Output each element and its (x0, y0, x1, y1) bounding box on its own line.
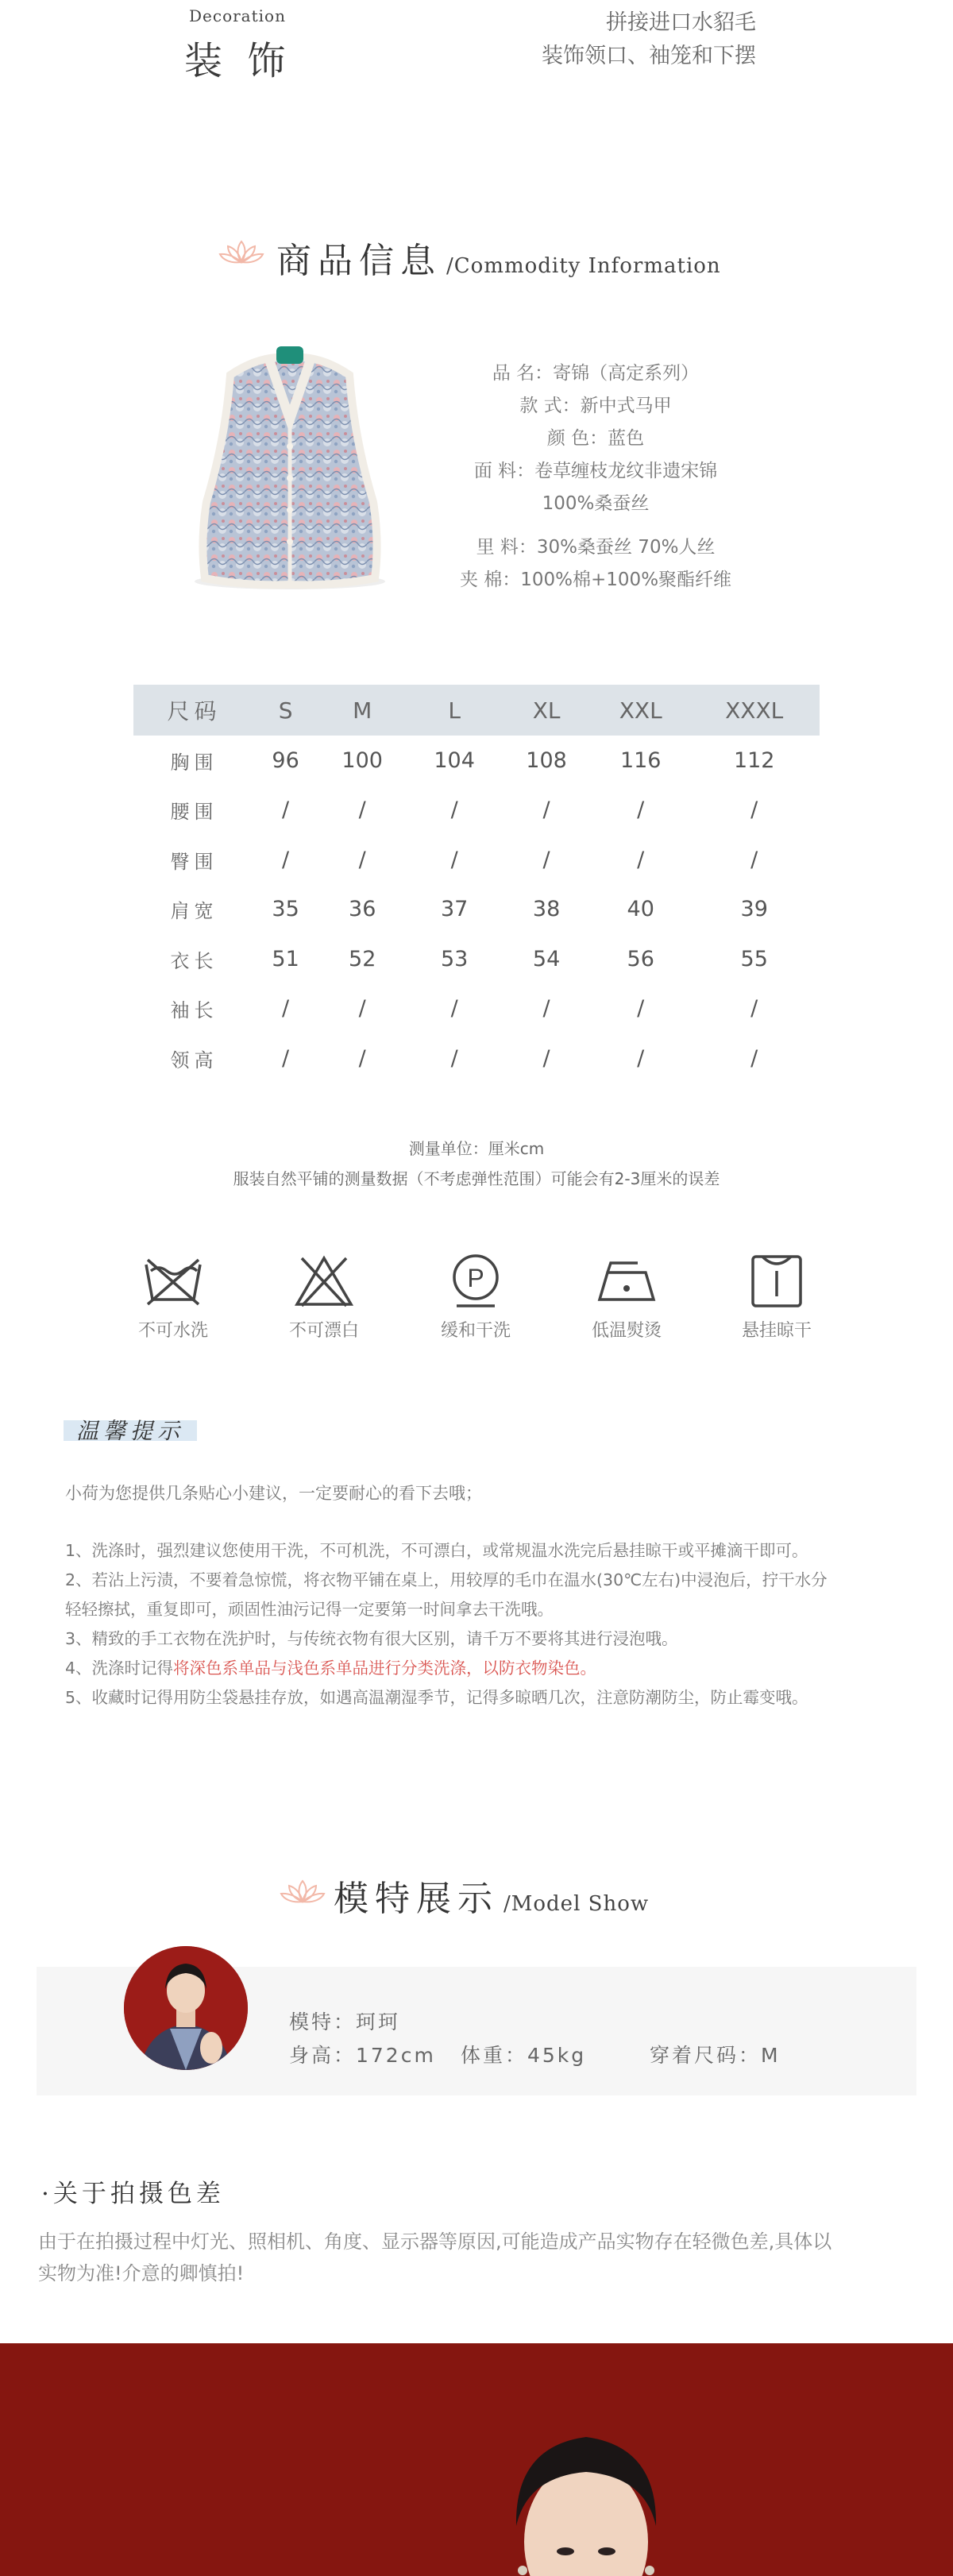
color-note-line-1: 由于在拍摄过程中灯光、照相机、角度、显示器等原因,可能造成产品实物存在轻微色差,具体以 (38, 2230, 832, 2253)
tip-item: 5、收藏时记得用防尘袋悬挂存放，如遇高温潮湿季节，记得多晾晒几次，注意防潮防尘，防止霉变哦。 (65, 1688, 808, 1707)
decoration-label-en: Decoration (189, 6, 286, 25)
table-cell: / (542, 847, 550, 872)
table-cell: 51 (272, 946, 299, 971)
avatar (124, 1946, 248, 2070)
row-label: 胸围 (170, 751, 218, 774)
table-row (133, 786, 820, 836)
model-title-cn: 模特展示 (334, 1879, 499, 1919)
row-label: 袖长 (170, 999, 218, 1022)
color-note-line-2: 实物为准!介意的卿慎拍! (38, 2262, 245, 2284)
model-portrait (124, 1946, 248, 2070)
decoration-description (542, 6, 756, 73)
table-cell: 53 (440, 946, 469, 971)
header-m: M (316, 685, 408, 736)
table-cell: 35 (272, 897, 299, 922)
table-cell: / (637, 847, 645, 872)
care-item (717, 1253, 836, 1342)
table-cell: 116 (619, 747, 662, 773)
table-cell: 56 (627, 946, 654, 971)
model-heading (334, 1870, 649, 1921)
tip-item: 1、洗涤时，强烈建议您使用干洗，不可机洗，不可漂白，或常规温水洗完后悬挂晾干或平摊滴干即可。 (65, 1541, 808, 1560)
table-cell: 36 (349, 897, 376, 922)
table-cell: 39 (740, 897, 768, 922)
decoration-line-2: 装饰领口、袖笼和下摆 (542, 44, 756, 68)
product-info (429, 357, 762, 597)
info-lining: 里 料：30%桑蚕丝 70%人丝 (476, 537, 716, 558)
table-cell: 40 (627, 897, 654, 922)
info-style: 款 式：新中式马甲 (519, 396, 672, 416)
care-item (567, 1253, 686, 1342)
model-banner-photo (0, 2343, 953, 2576)
tip-item-4-highlight: 将深色系单品与浅色系单品进行分类洗涤，以防衣物染色。 (173, 1659, 597, 1678)
table-cell: / (637, 996, 645, 1022)
info-name: 品 名：寄锦（高定系列） (492, 363, 700, 384)
no-wash-icon (141, 1253, 205, 1309)
table-row (133, 835, 820, 885)
table-row (133, 934, 820, 984)
care-item (114, 1253, 233, 1342)
dry-clean-icon (444, 1253, 507, 1309)
care-label: 悬挂晾干 (741, 1321, 812, 1341)
header-s: S (255, 685, 316, 736)
tip-item: 3、精致的手工衣物在洗护时，与传统衣物有很大区别，请千万不要将其进行浸泡哦。 (65, 1629, 678, 1648)
tips-title: 温馨提示 (76, 1418, 185, 1444)
row-label: 领高 (170, 1049, 218, 1072)
header-xxxl: XXXL (689, 685, 820, 736)
table-cell: 38 (532, 897, 561, 922)
commodity-title-en: /Commodity Information (446, 254, 721, 278)
table-cell: / (637, 798, 645, 823)
product-vest-image (175, 343, 405, 597)
hang-dry-icon (745, 1253, 808, 1309)
commodity-title-cn: 商品信息 (276, 241, 442, 281)
row-label: 肩宽 (170, 900, 218, 923)
table-cell: / (450, 1045, 458, 1071)
table-cell: 100 (341, 747, 383, 773)
table-cell: 54 (532, 946, 561, 971)
care-item (416, 1253, 535, 1342)
color-note-title: ·关于拍摄色差 (41, 2180, 225, 2208)
table-cell: 112 (733, 747, 775, 773)
row-label: 腰围 (170, 801, 218, 824)
tip-item-4 (65, 1654, 891, 1683)
table-cell: / (750, 847, 758, 872)
row-label: 臀围 (170, 850, 218, 873)
table-cell: 96 (272, 747, 299, 773)
info-color: 颜 色：蓝色 (546, 428, 645, 449)
header-l: L (408, 685, 500, 736)
table-row (133, 736, 820, 786)
table-cell: / (542, 1045, 550, 1071)
header-xl: XL (500, 685, 592, 736)
decoration-line-1: 拼接进口水貂毛 (606, 10, 756, 35)
svg-text:P: P (467, 1264, 484, 1292)
size-table-header (133, 685, 820, 736)
info-padding: 夹 棉：100%棉+100%聚酯纤维 (459, 570, 732, 590)
model-title-en: /Model Show (504, 1892, 650, 1916)
table-row (133, 885, 820, 935)
lotus-icon (218, 238, 264, 267)
no-bleach-icon (292, 1253, 356, 1309)
table-row (133, 984, 820, 1034)
commodity-heading (276, 232, 721, 283)
care-item (264, 1253, 384, 1342)
tip-item: 2、若沾上污渍，不要着急惊慌，将衣物平铺在桌上，用较厚的毛巾在温水(30℃左右)中浸泡后，拧干水分 (65, 1570, 828, 1589)
table-cell: / (358, 1045, 366, 1071)
table-cell: / (358, 847, 366, 872)
color-note-text (38, 2226, 904, 2289)
table-cell: 37 (440, 897, 469, 922)
table-cell: / (542, 996, 550, 1022)
table-cell: / (450, 996, 458, 1022)
tip-item-4-prefix: 4、洗涤时记得 (65, 1659, 174, 1678)
table-cell: / (282, 996, 290, 1022)
table-cell: / (450, 798, 458, 823)
table-cell: / (282, 1045, 290, 1071)
table-cell: / (750, 798, 758, 823)
table-cell: / (450, 847, 458, 872)
tip-item: 轻轻擦拭，重复即可，顽固性油污记得一定要第一时间拿去干洗哦。 (65, 1600, 554, 1619)
table-cell: / (358, 798, 366, 823)
table-cell: 52 (349, 946, 376, 971)
table-cell: / (282, 798, 290, 823)
size-table (133, 685, 820, 1083)
table-cell: / (542, 798, 550, 823)
table-row (133, 1033, 820, 1083)
tips-list (65, 1536, 891, 1713)
model-banner (0, 2343, 953, 2576)
model-height: 身高：172cm (289, 2044, 436, 2067)
low-iron-icon (595, 1253, 658, 1309)
care-label: 低温熨烫 (591, 1321, 662, 1341)
care-label: 不可漂白 (288, 1321, 359, 1341)
table-cell: / (750, 996, 758, 1022)
measure-error-note: 服装自然平铺的测量数据（不考虑弹性范围）可能会有2-3厘米的误差 (233, 1169, 720, 1188)
table-cell: / (637, 1045, 645, 1071)
table-cell: / (282, 847, 290, 872)
care-label: 不可水洗 (137, 1321, 208, 1341)
table-cell: 104 (434, 747, 475, 773)
decoration-label-cn: 装 饰 (184, 39, 292, 83)
info-fabric: 面 料：卷草缠枝龙纹非遗宋锦 (473, 461, 718, 481)
info-fabric-silk: 100%桑蚕丝 (542, 493, 650, 514)
table-cell: / (358, 996, 366, 1022)
lotus-icon (280, 1878, 326, 1906)
model-size: 穿着尺码：M (650, 2044, 781, 2067)
care-label: 缓和干洗 (440, 1321, 511, 1341)
model-weight: 体重：45kg (461, 2044, 587, 2067)
header-size: 尺码 (133, 685, 255, 736)
row-label: 衣长 (170, 949, 218, 972)
tips-intro: 小荷为您提供几条贴心小建议，一定要耐心的看下去哦； (65, 1484, 482, 1503)
table-cell: 108 (526, 747, 567, 773)
header-xxl: XXL (592, 685, 689, 736)
table-cell: / (750, 1045, 758, 1071)
measure-unit: 测量单位：厘米cm (408, 1139, 545, 1158)
table-cell: 55 (740, 946, 768, 971)
model-name: 模特：珂珂 (289, 2010, 401, 2033)
